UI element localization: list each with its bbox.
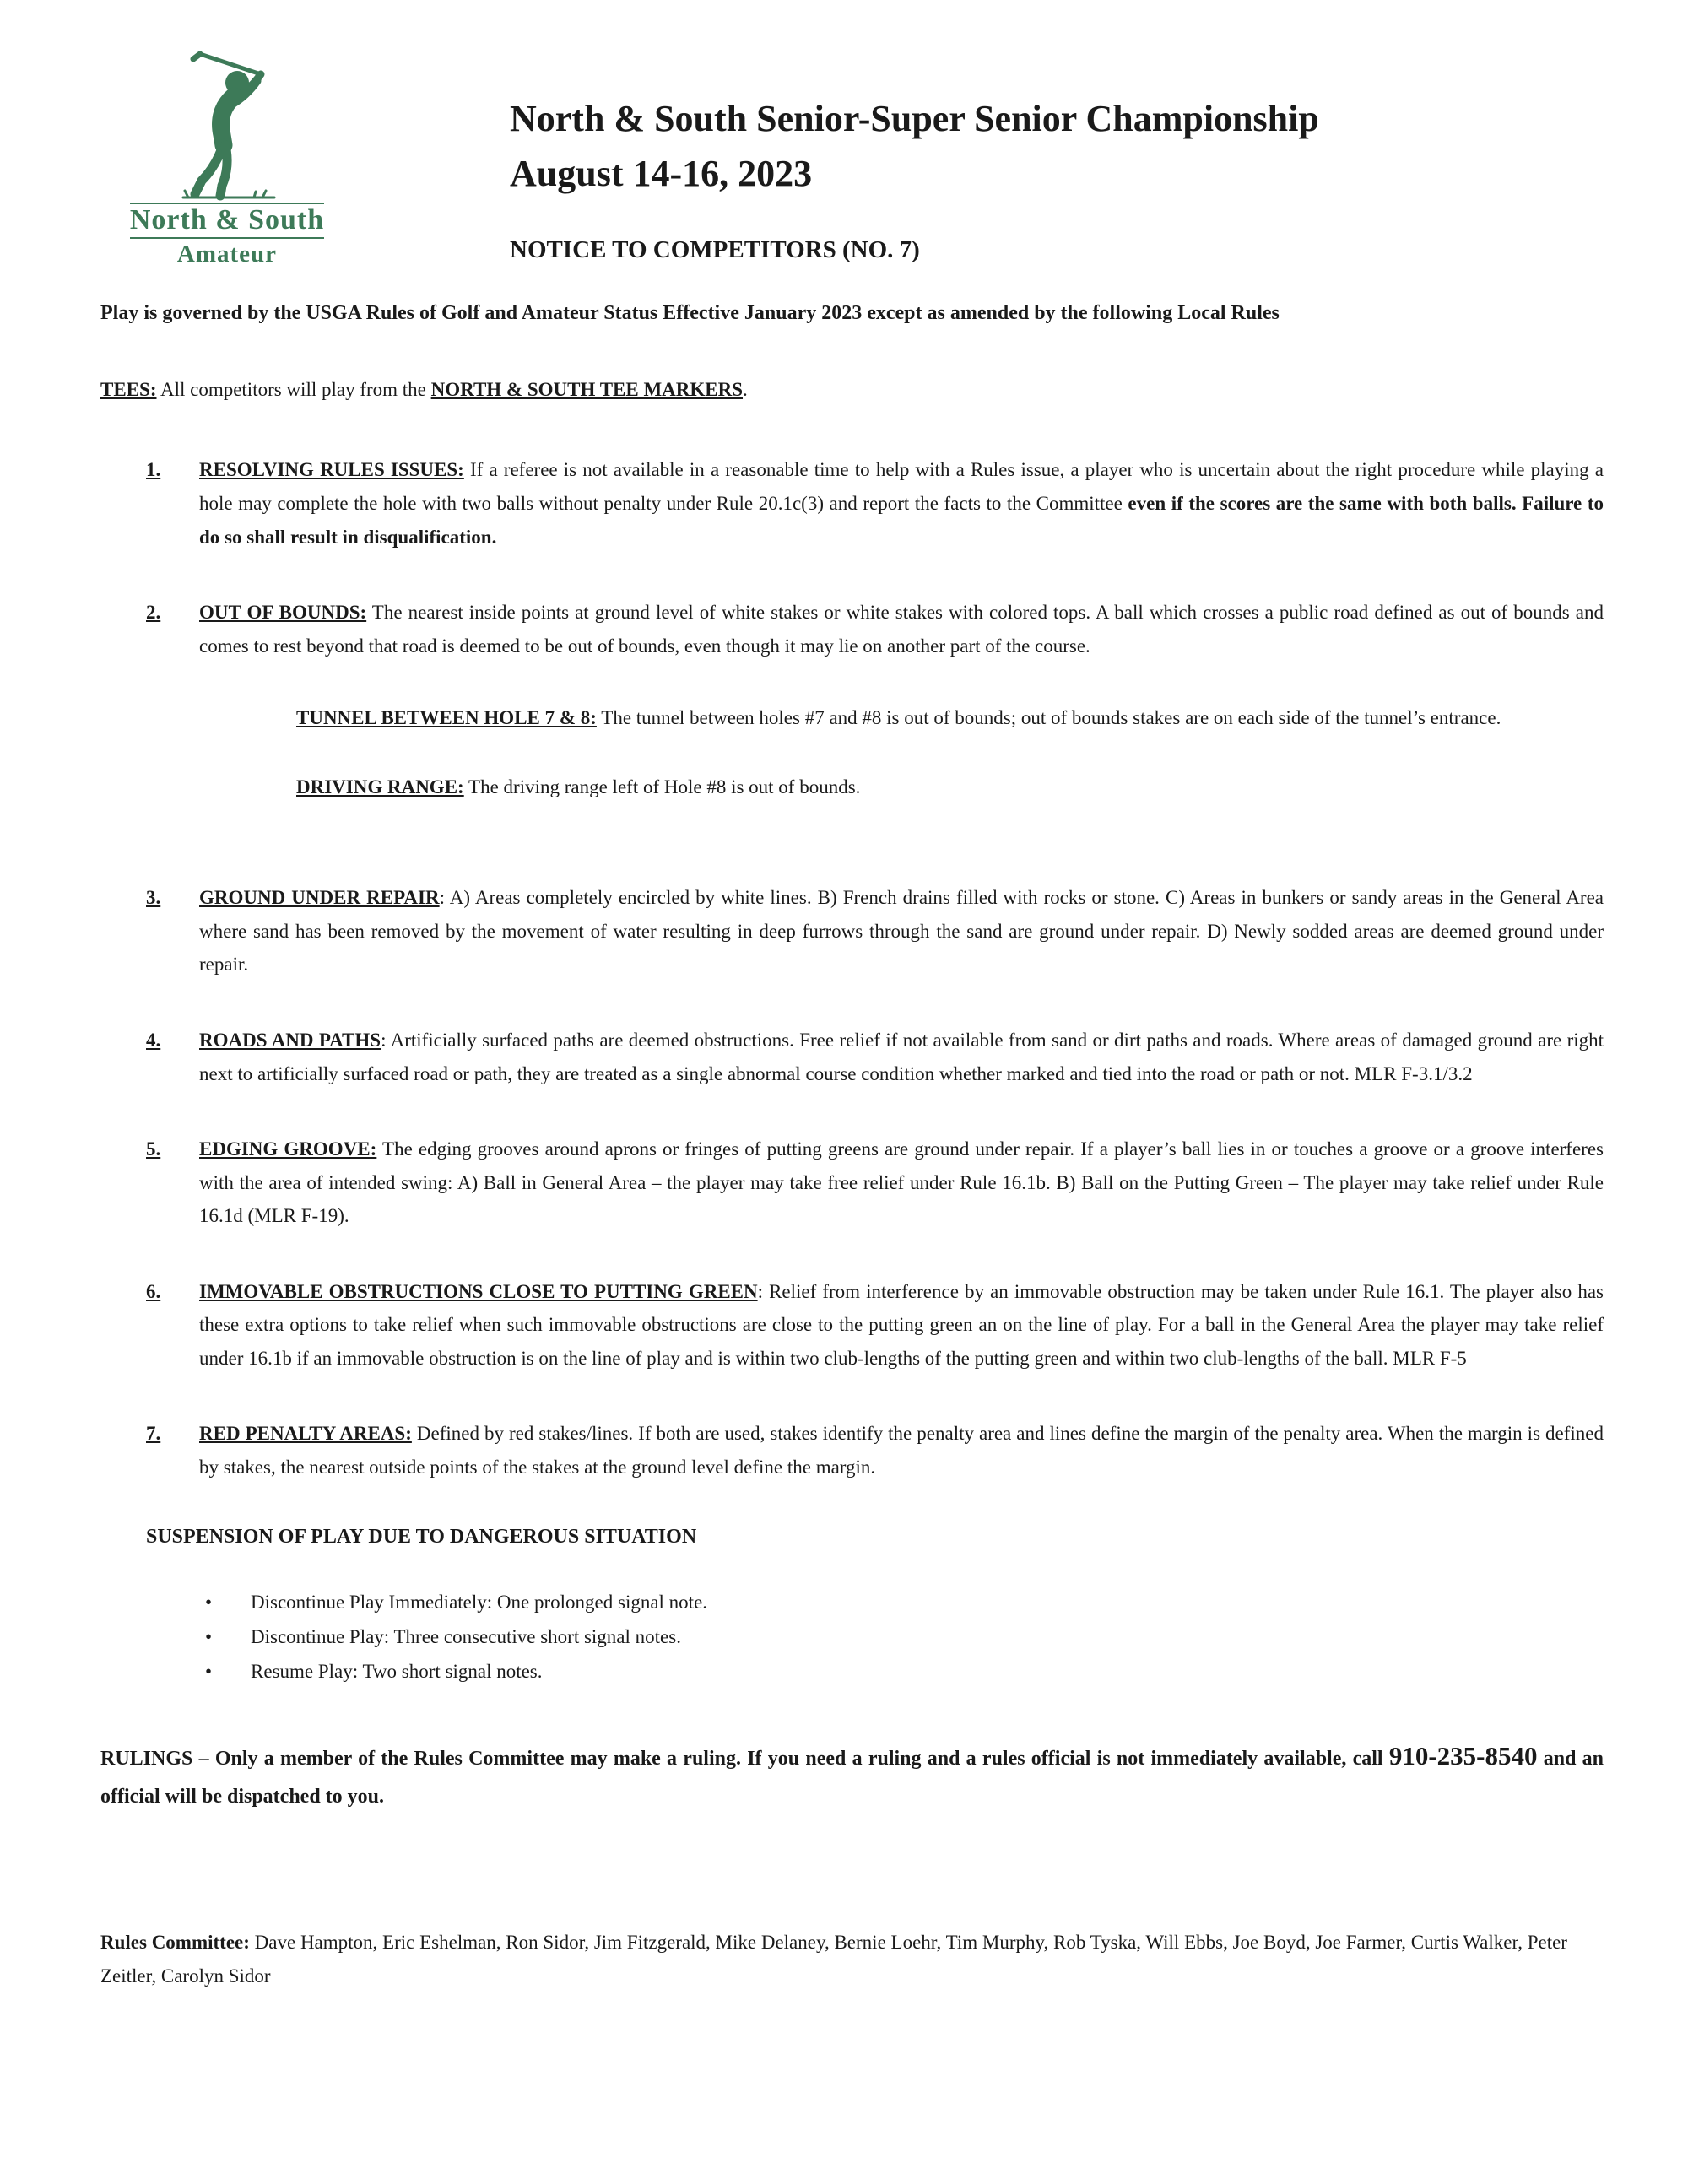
rule-text: Defined by red stakes/lines. If both are used, stakes identify the penalty area and lines define the margin of the penalty area. When the margin is defined by stakes, the nearest outside points of the stakes at the ground level define the margin. — [199, 1423, 1604, 1478]
rule-body — [199, 881, 1604, 981]
local-rules-list — [100, 453, 1604, 1484]
sub-item-driving-range — [296, 770, 1604, 804]
rule-title: ROADS AND PATHS — [199, 1029, 381, 1051]
notice-heading: NOTICE TO COMPETITORS (NO. 7) — [510, 236, 920, 264]
rule-bold-tail: even if the scores are the same with both balls. Failure to do so shall result in disqualification. — [199, 493, 1604, 548]
golfer-icon — [130, 51, 324, 203]
rule-body — [199, 453, 1604, 554]
rulings-text-2: and an official will be dispatched to you. — [100, 1748, 1604, 1808]
rule-text: : A) Areas completely encircled by white lines. B) French drains filled with rocks or stone. C) Areas in bunkers or sandy areas in the General Area where sand has been removed by the movement of water resulting in deep furrows through the sand are ground under repair. D) Newly sodded areas are deemed ground under repair. — [199, 887, 1604, 976]
bullet-text: Discontinue Play Immediately: One prolonged signal note. — [251, 1592, 708, 1614]
rule-number: 1. — [146, 459, 161, 481]
rule-title: EDGING GROOVE: — [199, 1138, 377, 1160]
rule-number: 6. — [146, 1280, 161, 1302]
rulings-statement — [100, 1733, 1604, 1814]
rule-number: 5. — [146, 1138, 161, 1160]
signal-bullet-list — [205, 1586, 1604, 1689]
rules-committee — [100, 1926, 1604, 1992]
logo-club-subtitle: Amateur — [176, 241, 278, 268]
tees-statement — [100, 373, 1604, 406]
bullet-item-resume — [205, 1655, 1604, 1689]
rule-item-6 — [100, 1275, 1604, 1376]
bullet-icon: • — [205, 1592, 213, 1614]
governing-rules-statement: Play is governed by the USGA Rules of Golf and Amateur Status Effective January 2023 except as amended by the following Local Rules — [100, 302, 1280, 324]
title-block — [510, 44, 1319, 264]
rule-title: GROUND UNDER REPAIR — [199, 887, 440, 909]
rule-item-7 — [100, 1417, 1604, 1484]
rule-text: : Artificially surfaced paths are deemed obstructions. Free relief if not available from sand or dirt paths and roads. Where areas of damaged ground are right next to artificially surfaced road or path, they are treated as a single abnormal course condition whether marked and tied into the road or path or not. MLR F-3.1/3.2 — [199, 1029, 1604, 1084]
document-title: North & South Senior-Super Senior Championship — [510, 98, 1319, 139]
bullet-item-discontinue — [205, 1620, 1604, 1655]
rule-body — [199, 596, 1604, 839]
rule-title: RESOLVING RULES ISSUES: — [199, 459, 464, 481]
sub-text: The driving range left of Hole #8 is out of bounds. — [463, 776, 861, 797]
rule-body — [199, 1417, 1604, 1484]
rule-number: 2. — [146, 602, 161, 624]
rules-committee-phone: 910-235-8540 — [1388, 1741, 1538, 1771]
rule-item-3 — [100, 881, 1604, 981]
rule-text: The nearest inside points at ground level of white stakes or white stakes with colored tops. A ball which crosses a public road defined as out of bounds and comes to rest beyond that road is deemed to be out of bounds, even though it may lie on another part of the course. — [199, 602, 1604, 657]
rule-item-4 — [100, 1024, 1604, 1090]
tees-markers: NORTH & SOUTH TEE MARKERS — [430, 379, 744, 401]
club-logo — [100, 51, 354, 268]
rule-body — [199, 1024, 1604, 1090]
bullet-text: Resume Play: Two short signal notes. — [251, 1661, 543, 1683]
header — [100, 44, 1604, 268]
rule-title: RED PENALTY AREAS: — [199, 1423, 412, 1445]
rule-number: 7. — [146, 1423, 161, 1445]
sub-text: The tunnel between holes #7 and #8 is out of bounds; out of bounds stakes are on each side of the tunnel’s entrance. — [596, 707, 1501, 729]
committee-label: Rules Committee: — [100, 1932, 250, 1954]
bullet-icon: • — [205, 1626, 213, 1648]
logo-club-name: North & South — [130, 203, 324, 239]
bullet-item-discontinue-immediately — [205, 1586, 1604, 1620]
event-dates: August 14-16, 2023 — [510, 153, 813, 195]
rule-body — [199, 1133, 1604, 1233]
committee-names: Dave Hampton, Eric Eshelman, Ron Sidor, Jim Fitzgerald, Mike Delaney, Bernie Loehr, Tim Murphy, Rob Tyska, Will Ebbs, Joe Boyd, Joe Farmer, Curtis Walker, Peter Zeitler, Carolyn Sidor — [100, 1932, 1567, 1987]
rule-body — [199, 1275, 1604, 1376]
sub-title: DRIVING RANGE: — [296, 776, 464, 797]
rule-title: OUT OF BOUNDS: — [199, 602, 367, 624]
rule-title: IMMOVABLE OBSTRUCTIONS CLOSE TO PUTTING GREEN — [199, 1280, 758, 1302]
rule-text: : Relief from interference by an immovable obstruction may be taken under Rule 16.1. The player also has these extra options to take relief when such immovable obstructions are close to the putting green an on the line of play. For a ball in the General Area the player may take relief under 16.1b if an immovable obstruction is on the line of play and is within two club-lengths of the putting green and within two club-lengths of the ball. MLR F-5 — [199, 1280, 1604, 1369]
rule-number: 4. — [146, 1029, 161, 1051]
rulings-text-1: RULINGS – Only a member of the Rules Committee may make a ruling. If you need a ruling and a rules official is not immediately available, call — [100, 1748, 1389, 1770]
rule-item-2 — [100, 596, 1604, 839]
tees-suffix: . — [743, 379, 748, 401]
sub-item-tunnel — [296, 701, 1604, 735]
rule-item-1 — [100, 453, 1604, 554]
tees-text: All competitors will play from the — [156, 379, 431, 401]
sub-title: TUNNEL BETWEEN HOLE 7 & 8: — [296, 707, 597, 729]
rule-text: The edging grooves around aprons or fringes of putting greens are ground under repair. If a player’s ball lies in or touches a groove or a groove interferes with the area of intended swing: A) Ball in General Area – the player may take free relief under Rule 16.1b. B) Ball on the Putting Green – The player may take relief under Rule 16.1d (MLR F-19). — [199, 1138, 1604, 1227]
rule-item-5 — [100, 1133, 1604, 1233]
bullet-text: Discontinue Play: Three consecutive short signal notes. — [251, 1626, 681, 1648]
tees-label: TEES: — [100, 379, 157, 401]
rule-number: 3. — [146, 887, 161, 909]
rule-text: If a referee is not available in a reasonable time to help with a Rules issue, a player who is uncertain about the right procedure while playing a hole may complete the hole with two balls without penalty under Rule 20.1c(3) and report the facts to the Committee — [199, 459, 1604, 515]
rule-sub-items — [296, 701, 1604, 803]
suspension-heading: SUSPENSION OF PLAY DUE TO DANGEROUS SITUATION — [146, 1526, 697, 1549]
bullet-icon: • — [205, 1661, 213, 1683]
